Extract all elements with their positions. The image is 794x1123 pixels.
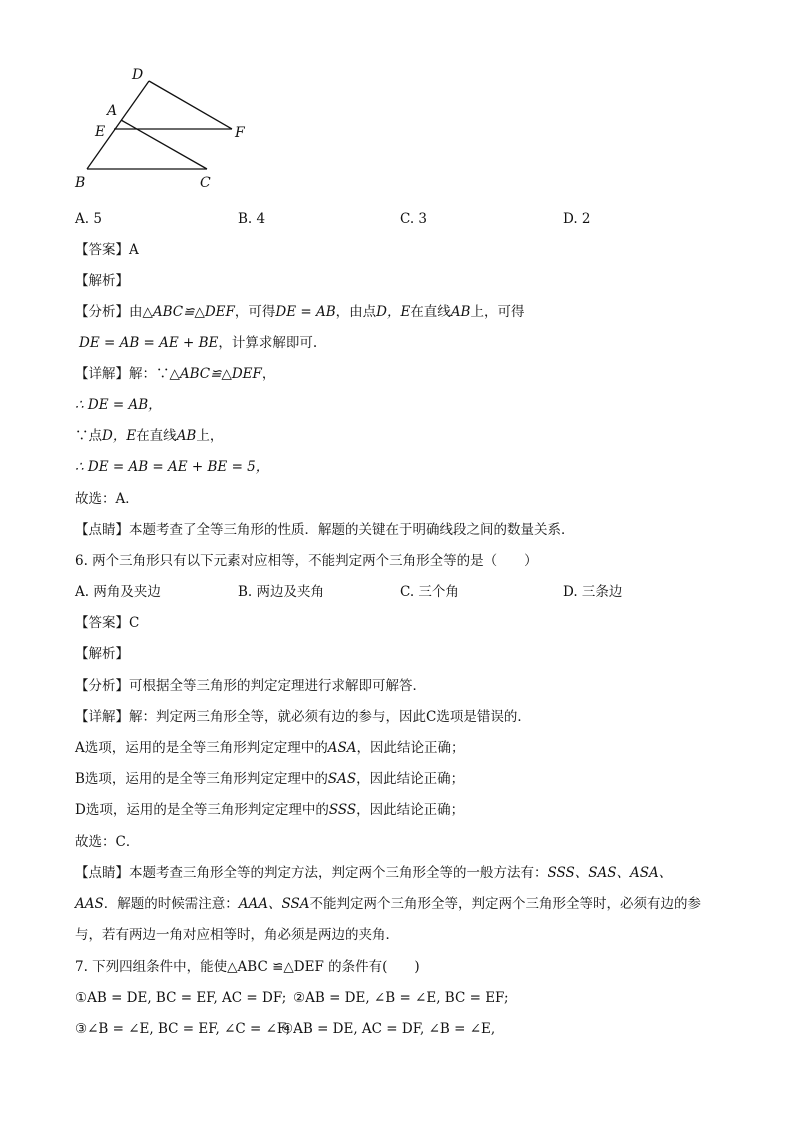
text: 在直线 <box>410 304 451 320</box>
q6-stem: 6. 两个三角形只有以下元素对应相等，不能判定两个三角形全等的是（ ） <box>75 553 538 569</box>
text: ， <box>261 366 276 382</box>
text: ，可得 <box>234 304 276 320</box>
label-B: B <box>75 175 86 191</box>
text: ∵点 <box>75 428 102 444</box>
q6-detail-line-3 <box>75 770 464 788</box>
q5-option-d: D. 2 <box>563 211 591 227</box>
math: △ABC≌△DEF <box>142 304 235 320</box>
q5-analysis-title: 【解析】 <box>75 273 129 289</box>
q5-option-c: C. 3 <box>400 211 428 227</box>
text: ，由点 <box>335 304 377 320</box>
q5-detail-line-1 <box>75 365 275 383</box>
text: ．解题的时候需注意： <box>103 896 239 912</box>
q6-comment-line-2 <box>75 895 701 913</box>
math: AAA、SSA <box>238 896 310 912</box>
math: ASA <box>327 740 357 756</box>
triangle-figure <box>70 60 270 195</box>
q6-analysis-line: 【分析】可根据全等三角形的判定定理进行求解即可解答． <box>75 678 426 694</box>
q5-option-a: A. 5 <box>75 211 102 227</box>
text: 【点睛】本题考查三角形全等的判定方法，判定两个三角形全等的一般方法有： <box>75 865 548 881</box>
text: B选项，运用的是全等三角形判定定理中的 <box>75 771 328 787</box>
math: SSS <box>328 802 357 818</box>
math: D，E <box>376 304 411 320</box>
text: ，因此结论正确； <box>356 740 465 756</box>
text: 上， <box>196 428 224 444</box>
text: ，计算求解即可. <box>218 335 318 351</box>
q6-answer: 【答案】C <box>75 615 140 631</box>
q5-choice: 故选：A． <box>75 491 139 507</box>
text: 【分析】由 <box>75 304 143 320</box>
math: D，E <box>102 428 137 444</box>
math: DE = AB <box>275 304 336 320</box>
q6-choice: 故选：C． <box>75 834 140 850</box>
q5-option-b: B. 4 <box>238 211 266 227</box>
q6-option-a: A. 两角及夹边 <box>75 584 161 600</box>
text: ，因此结论正确； <box>356 802 465 818</box>
segment-AC <box>121 120 207 169</box>
text: 上，可得 <box>470 304 525 320</box>
q6-detail-line-1: 【详解】解：判定两三角形全等，就必须有边的参与，因此C选项是错误的． <box>75 709 531 725</box>
q5-answer: 【答案】A <box>75 242 139 258</box>
label-A: A <box>107 103 118 119</box>
math: SSS、SAS、ASA、 <box>547 865 673 881</box>
label-F: F <box>235 125 245 141</box>
math: △ABC≌△DEF <box>169 366 262 382</box>
q6-detail-line-2 <box>75 739 465 757</box>
label-C: C <box>200 175 211 191</box>
text: 在直线 <box>136 428 177 444</box>
q7-condition-4: ④AB = DE, AC = DF, ∠B = ∠E, <box>281 1021 496 1037</box>
q6-analysis-title: 【解析】 <box>75 646 129 662</box>
q7-stem: 7. 下列四组条件中，能使△ABC ≌△DEF 的条件有( ) <box>75 959 420 975</box>
q7-condition-3: ③∠B = ∠E, BC = EF, ∠C = ∠F; <box>75 1021 291 1037</box>
q6-option-c: C. 三个角 <box>400 584 459 600</box>
q6-option-b: B. 两边及夹角 <box>238 584 325 600</box>
text: ，因此结论正确； <box>356 771 465 787</box>
math: AB <box>450 304 471 320</box>
math: SAS <box>327 771 357 787</box>
text: 不能判定两个三角形全等，判定两个三角形全等时，必须有边的参 <box>309 896 702 912</box>
q6-comment-line-1 <box>75 864 672 882</box>
text: 【详解】解：∵ <box>75 366 170 382</box>
q7-condition-2: ②AB = DE, ∠B = ∠E, BC = EF; <box>293 990 509 1006</box>
q5-detail-line-3 <box>75 427 223 445</box>
q6-option-d: D. 三条边 <box>563 584 623 600</box>
math: AAS <box>75 896 104 912</box>
q6-comment-line-3: 与，若有两边一角对应相等时，角必须是两边的夹角． <box>75 927 399 943</box>
text: A选项，运用的是全等三角形判定定理中的 <box>75 740 328 756</box>
q5-comment: 【点睛】本题考查了全等三角形的性质．解题的关键在于明确线段之间的数量关系． <box>75 522 575 538</box>
segment-DF <box>149 81 232 129</box>
text: D选项，运用的是全等三角形判定定理中的 <box>75 802 329 818</box>
q7-condition-1: ①AB = DE, BC = EF, AC = DF; <box>75 990 287 1006</box>
q5-detail-line-4: ∴ DE = AB = AE + BE = 5， <box>75 459 270 475</box>
label-D: D <box>132 67 144 83</box>
q5-analysis-line-2 <box>79 334 317 352</box>
q6-detail-line-4 <box>75 801 464 819</box>
math: AB <box>176 428 197 444</box>
math: DE = AB = AE + BE <box>79 335 219 351</box>
q5-analysis-line-1 <box>75 303 524 321</box>
label-E: E <box>95 124 106 140</box>
q5-detail-line-2: ∴ DE = AB， <box>75 397 162 413</box>
